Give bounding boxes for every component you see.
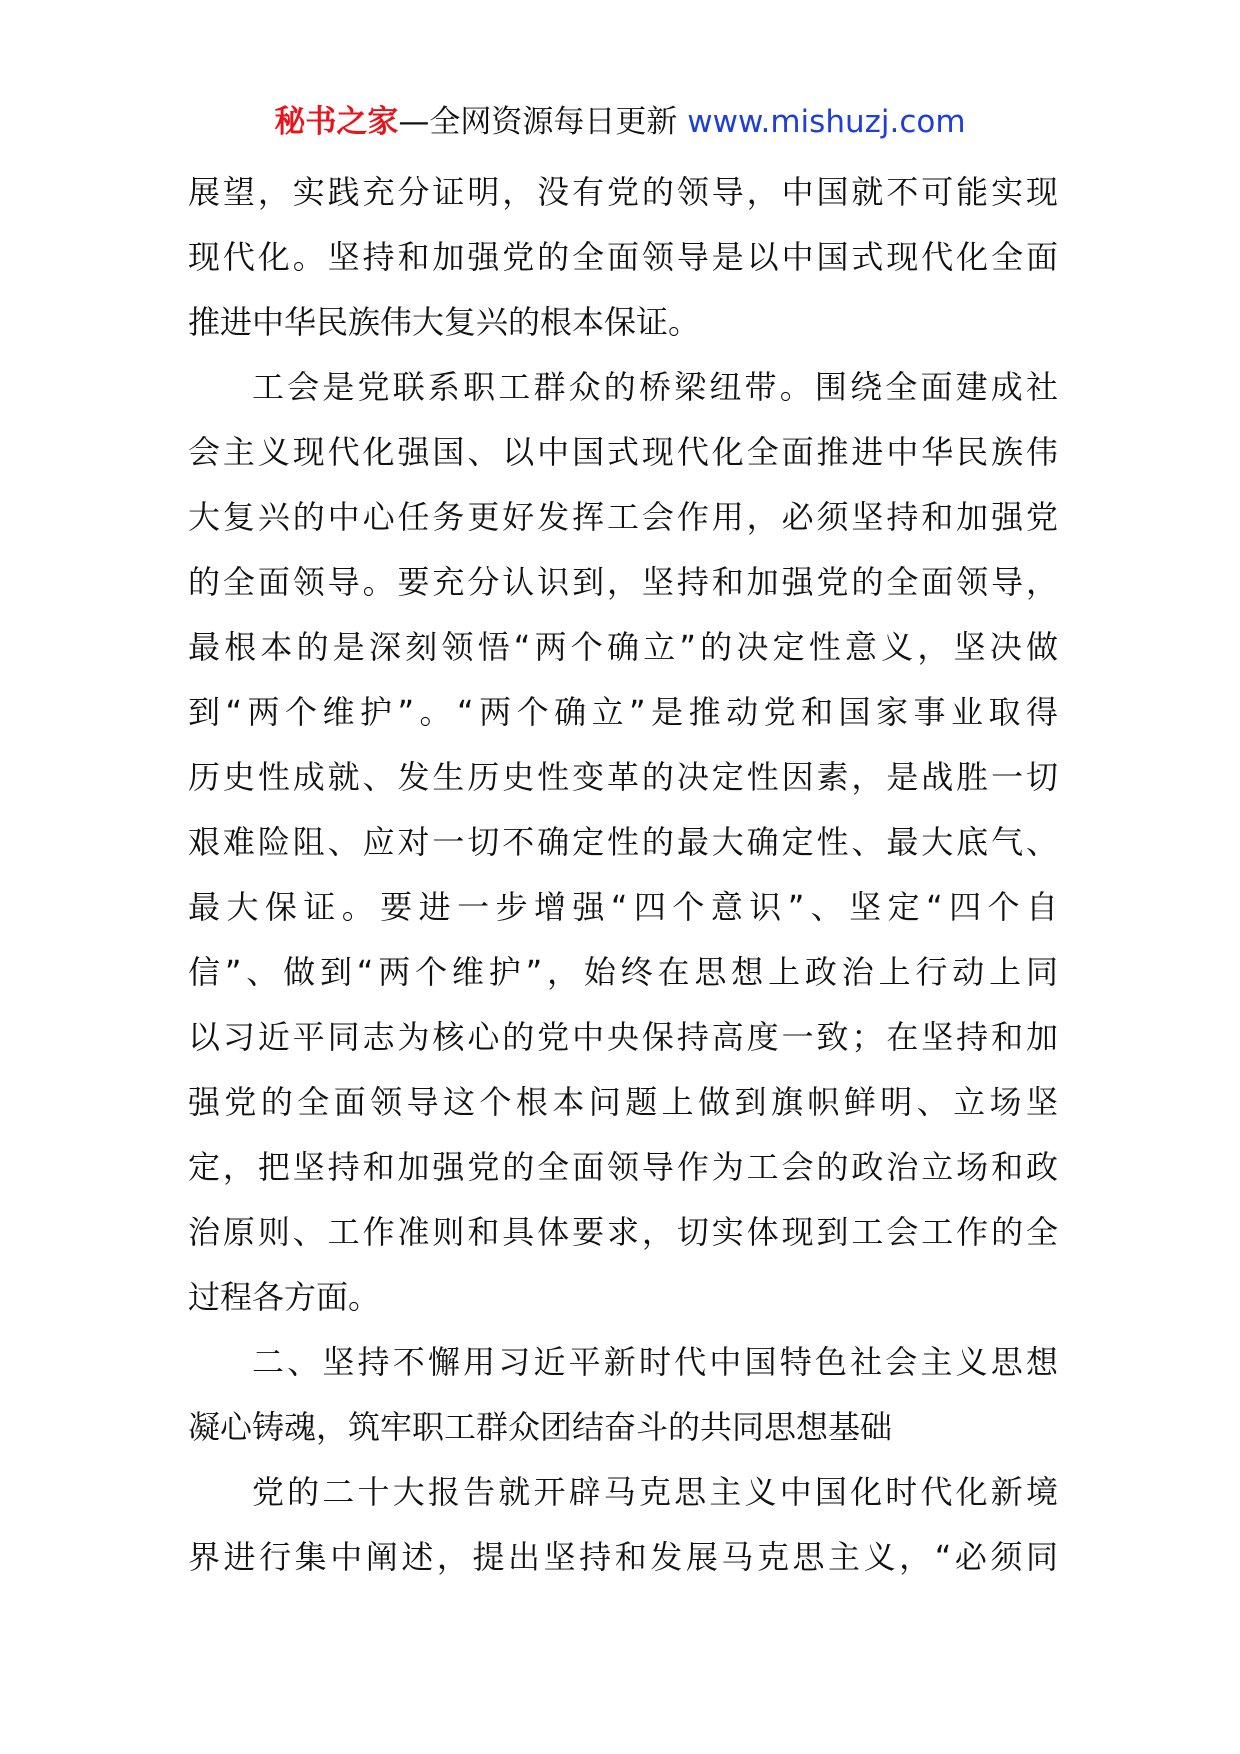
text-line: 治原则、工作准则和具体要求，切实体现到工会工作的全 (188, 1213, 1058, 1251)
text-line: 过程各方面。 (188, 1278, 381, 1316)
text-line: 艰难险阻、应对一切不确定性的最大确定性、最大底气、 (188, 823, 1058, 861)
text-line: 信”、做到“两个维护”，始终在思想上政治上行动上同 (188, 953, 1058, 991)
paragraph-first-line: 工会是党联系职工群众的桥梁纽带。围绕全面建成社 (252, 368, 1058, 406)
text-line: 以习近平同志为核心的党中央保持高度一致；在坚持和加 (188, 1018, 1058, 1056)
paragraph-first-line: 党的二十大报告就开辟马克思主义中国化时代化新境 (252, 1473, 1058, 1511)
page-header (0, 98, 1240, 146)
text-line: 会主义现代化强国、以中国式现代化全面推进中华民族伟 (188, 433, 1058, 471)
text-line: 最根本的是深刻领悟“两个确立”的决定性意义，坚决做 (188, 628, 1058, 666)
section-heading-continuation: 凝心铸魂，筑牢职工群众团结奋斗的共同思想基础 (188, 1408, 893, 1446)
text-line: 展望，实践充分证明，没有党的领导，中国就不可能实现 (188, 173, 1058, 211)
text-line: 现代化。坚持和加强党的全面领导是以中国式现代化全面 (188, 238, 1058, 276)
website-url[interactable]: www.mishuzj.com (687, 104, 966, 140)
header-tagline: —全网资源每日更新 (398, 104, 688, 140)
section-heading: 二、坚持不懈用习近平新时代中国特色社会主义思想 (252, 1343, 1058, 1381)
text-line: 历史性成就、发生历史性变革的决定性因素，是战胜一切 (188, 758, 1058, 796)
brand-name: 秘书之家 (274, 104, 399, 140)
text-line: 界进行集中阐述，提出坚持和发展马克思主义，“必须同 (188, 1538, 1058, 1576)
text-line: 推进中华民族伟大复兴的根本保证。 (188, 303, 701, 341)
text-line: 的全面领导。要充分认识到，坚持和加强党的全面领导， (188, 563, 1058, 601)
text-line: 最大保证。要进一步增强“四个意识”、坚定“四个自 (188, 888, 1058, 926)
text-line: 大复兴的中心任务更好发挥工会作用，必须坚持和加强党 (188, 498, 1058, 536)
text-line: 到“两个维护”。“两个确立”是推动党和国家事业取得 (188, 693, 1058, 731)
text-line: 强党的全面领导这个根本问题上做到旗帜鲜明、立场坚 (188, 1083, 1058, 1121)
text-line: 定，把坚持和加强党的全面领导作为工会的政治立场和政 (188, 1148, 1058, 1186)
document-body (188, 160, 1058, 1590)
